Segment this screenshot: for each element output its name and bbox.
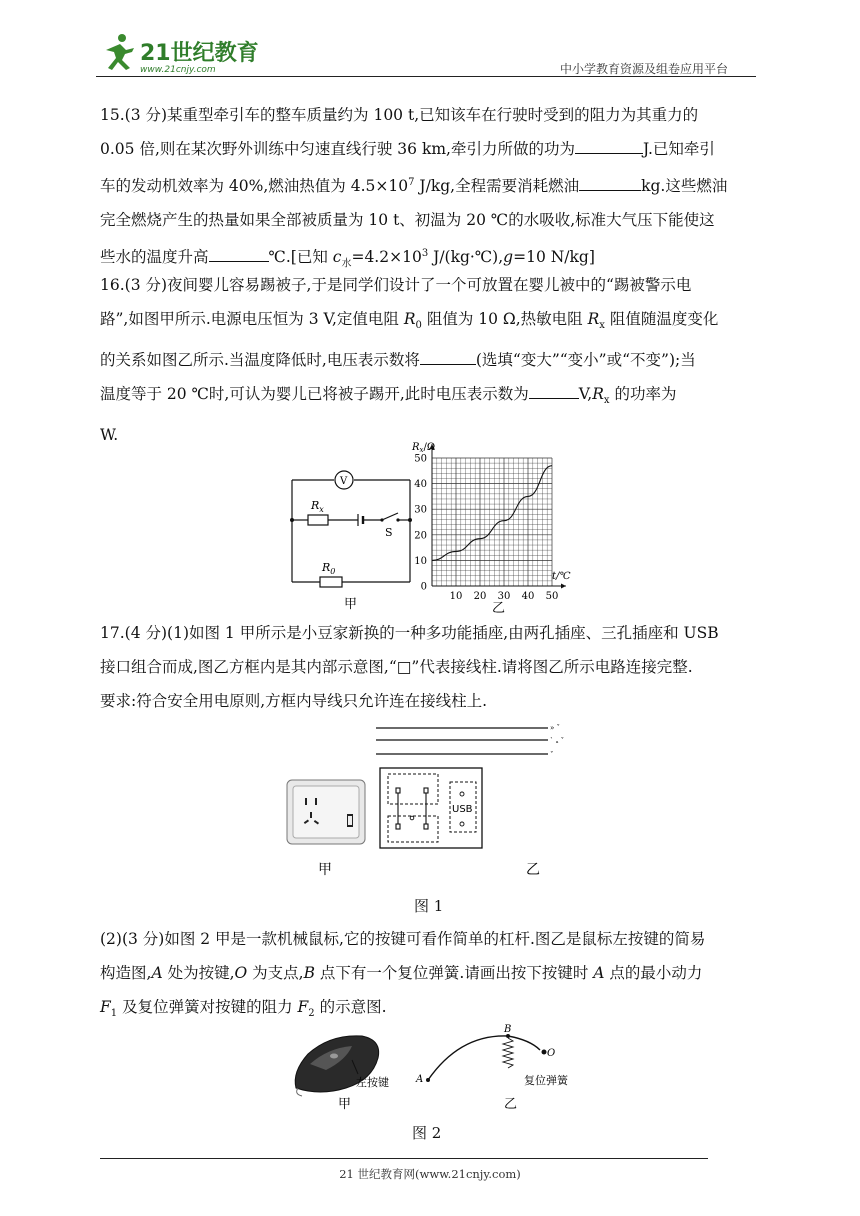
q16-line: 16.(3 分)夜间婴儿容易踢被子,于是同学们设计了一个可放置在婴儿被中的“踢被警示电 xyxy=(100,276,692,294)
wire-mark: ˋ ₐ ˇ xyxy=(550,737,565,745)
footer-text: 21 世纪教育网(www.21cnjy.com) xyxy=(339,1167,521,1181)
figure-label-a: 甲 xyxy=(318,862,332,878)
y-tick-label: 20 xyxy=(414,530,427,542)
q16-line: W. xyxy=(100,426,119,445)
y-tick-label: 0 xyxy=(420,581,427,593)
wire-mark: » ˇ xyxy=(550,724,561,732)
wire-mark: ˇ xyxy=(550,751,554,759)
answer-blank[interactable] xyxy=(575,135,643,154)
answer-blank[interactable] xyxy=(529,380,579,399)
point-o-label: O xyxy=(547,1048,556,1059)
point-a-label: A xyxy=(416,1074,424,1085)
x-tick-label: 50 xyxy=(545,591,559,602)
figure-label-b: 乙 xyxy=(492,601,506,616)
circuit-diagram-a xyxy=(286,462,426,620)
header-divider xyxy=(96,76,756,77)
q17-line: 要求:符合安全用电原则,方框内导线只允许连在接线柱上. xyxy=(100,692,488,710)
spring-label: 复位弹簧 xyxy=(524,1074,568,1087)
q15-line: 15.(3 分)某重型牵引车的整车质量约为 100 t,已知该车在行驶时受到的阻力为其重力的 xyxy=(100,106,699,124)
y-tick-label: 40 xyxy=(414,479,427,491)
voltmeter-label: V xyxy=(340,476,348,487)
figure-label-b: 乙 xyxy=(526,862,540,878)
figure-2-caption: 图 2 xyxy=(412,1124,442,1142)
x-tick-label: 40 xyxy=(521,591,535,602)
rx-temperature-chart xyxy=(410,436,610,616)
answer-blank[interactable] xyxy=(579,172,641,191)
logo-text: 21世纪教育 xyxy=(140,41,259,66)
figure-label-a: 甲 xyxy=(338,1097,352,1112)
site-logo xyxy=(96,30,266,76)
question-17-part-2 xyxy=(100,922,768,1031)
chart-grid xyxy=(432,458,552,586)
mouse-figure xyxy=(290,1024,590,1116)
switch-label: S xyxy=(385,526,393,539)
q17-line: 构造图,A 处为按键,O 为支点,B 点下有一个复位弹簧.请画出按下按键时 A 点的最小动力 xyxy=(100,964,703,982)
left-key-label: 左按键 xyxy=(356,1076,389,1089)
y-axis-label: $R_x/\Omega$ xyxy=(412,442,436,454)
question-17 xyxy=(100,616,768,718)
q15-line: 些水的温度升高 ℃.[已知 $c_水=4.2\times 10^3$ J/(kg·℃),g=10 N/kg] xyxy=(100,237,768,281)
platform-name: 中小学教育资源及组卷应用平台 xyxy=(560,62,729,76)
q17-line: (2)(3 分)如图 2 甲是一款机械鼠标,它的按键可看作简单的杠杆.图乙是鼠标左按键的简易 xyxy=(100,930,706,948)
socket-figure xyxy=(284,718,574,886)
answer-blank[interactable] xyxy=(420,346,476,365)
question-15 xyxy=(100,98,768,281)
x-tick-label: 30 xyxy=(497,591,511,602)
q16-line: 温度等于 20 ℃时,可认为婴儿已将被子踢开,此时电压表示数为 $V,R_x$ 的功率为 xyxy=(100,377,768,418)
y-tick-label: 50 xyxy=(414,453,427,465)
figure-1-caption: 图 1 xyxy=(414,897,444,915)
usb-label: USB xyxy=(452,804,473,815)
q15-line: 完全燃烧产生的热量如果全部被质量为 10 t、初温为 20 ℃的水吸收,标准大气压下能使这 xyxy=(100,211,715,230)
x-tick-label: 20 xyxy=(473,591,487,602)
rx-label: $R_x$ xyxy=(311,499,324,514)
y-tick-label: 30 xyxy=(414,504,427,516)
footer-divider xyxy=(100,1158,708,1159)
figure-label-b: 乙 xyxy=(504,1097,518,1112)
q15-line: 0.05 倍,则在某次野外训练中匀速直线行驶 36 km,牵引力所做的功为 J.已知牵引 xyxy=(100,132,768,166)
answer-blank[interactable] xyxy=(209,243,269,262)
rx-curve xyxy=(432,466,552,561)
y-tick-label: 10 xyxy=(414,555,427,567)
chart-ticks xyxy=(414,444,566,602)
x-tick-label: 10 xyxy=(449,591,463,602)
point-b-label: B xyxy=(504,1024,512,1035)
q17-line: 17.(4 分)(1)如图 1 甲所示是小豆家新换的一种多功能插座,由两孔插座、三孔插座和 USB xyxy=(100,624,719,642)
x-axis-arrow xyxy=(561,584,566,589)
q17-line: $F_1$ 及复位弹簧对按键的阻力 $F_2$ 的示意图. xyxy=(100,998,387,1020)
x-axis-label: t/℃ xyxy=(552,571,571,582)
r0-label: $R_0$ xyxy=(322,561,336,576)
q17-line: 接口组合而成,图乙方框内是其内部示意图,“□”代表接线柱.请将图乙所示电路连接完整. xyxy=(100,658,693,676)
figure-label-a: 甲 xyxy=(344,597,358,612)
question-16 xyxy=(100,268,768,452)
q16-line: 的关系如图乙所示.当温度降低时,电压表示数将 (选填“变大”“变小”或“不变”);当 xyxy=(100,343,768,377)
logo-url: www.21cnjy.com xyxy=(140,65,216,75)
q16-line: 路”,如图甲所示.电源电压恒为 3 V,定值电阻 $R_0$ 阻值为 10 Ω,热敏电阻 $R_x$ 阻值随温度变化 xyxy=(100,310,719,332)
q15-line: 车的发动机效率为 40%,燃油热值为 $4.5\times 10^7$ J/kg,全程需要消耗燃油 kg.这些燃油 xyxy=(100,166,768,203)
